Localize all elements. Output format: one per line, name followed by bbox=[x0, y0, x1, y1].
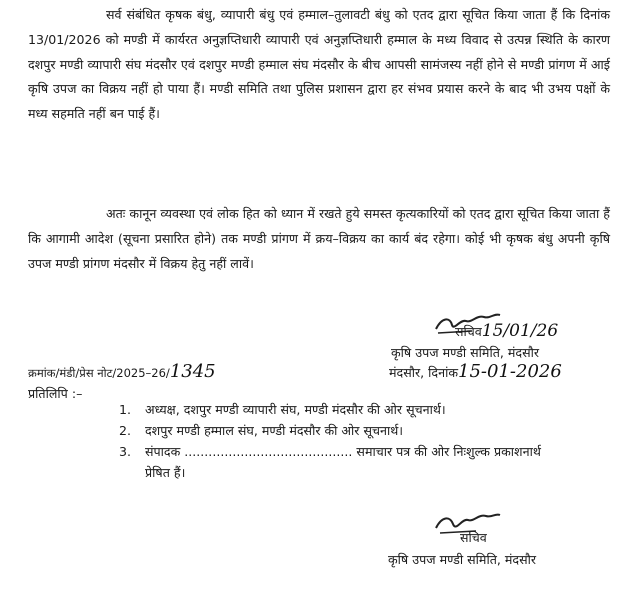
copy-to-label: प्रतिलिपि :– bbox=[28, 386, 83, 401]
signature-1-office: कृषि उपज मण्डी समिति, मंदसौर bbox=[391, 345, 540, 360]
place-date-label: मंदसौर, दिनांक bbox=[389, 365, 459, 380]
paragraph-2-text: अतः कानून व्यवस्था एवं लोक हित को ध्यान में रखते हुये समस्त कृत्यकारियों को एतद द्वारा सूचित किया जाता हैं कि आगामी आदेश (सूचना प्रसारित होने) तक मण्डी प्रांगण में क्रय–विक्रय का कार्य बंद रहेगा। कोई भी कृषक बंधु अपनी कृषि उपज मण्डी प्रांगण मंदसौर में विक्रय हेतु नहीं लावें। bbox=[28, 206, 610, 271]
list-item-number: 2. bbox=[119, 423, 132, 438]
signature-2-office: कृषि उपज मण्डी समिति, मंदसौर bbox=[388, 552, 537, 567]
copy-to-list bbox=[119, 399, 559, 483]
list-item-number: 3. bbox=[119, 444, 132, 459]
list-item bbox=[119, 399, 559, 420]
reference-number bbox=[28, 361, 216, 382]
list-item-text: अध्यक्ष, दशपुर मण्डी व्यापारी संघ, मण्डी मंदसौर की ओर सूचनार्थ। bbox=[145, 402, 446, 417]
handwritten-issue-date: 15-01-2026 bbox=[458, 361, 562, 382]
list-item-text: संपादक .......................................... समाचार पत्र की ओर निःशुल्क प्रकाशनार्थ प्रेषित हैं। bbox=[145, 444, 541, 480]
list-item-text: दशपुर मण्डी हम्माल संघ, मण्डी मंदसौर की ओर सूचनार्थ। bbox=[145, 423, 404, 438]
list-item bbox=[119, 441, 559, 483]
body-paragraph-1 bbox=[28, 3, 610, 127]
body-paragraph-2 bbox=[28, 202, 610, 276]
list-item bbox=[119, 420, 559, 441]
handwritten-reference-no: 1345 bbox=[169, 361, 216, 382]
signature-2-designation: सचिव bbox=[460, 530, 487, 545]
signature-1-handwritten-date: 15/01/26 bbox=[481, 321, 559, 341]
signature-1-line bbox=[455, 321, 558, 342]
list-item-number: 1. bbox=[119, 402, 132, 417]
paragraph-1-text: सर्व संबंधित कृषक बंधु, व्यापारी बंधु एवं हम्माल–तुलावटी बंधु को एतद द्वारा सूचित किया जाता हैं कि दिनांक 13/01/2026 को मण्डी में कार्यरत अनुज्ञप्तिधारी व्यापारी एवं अनुज्ञप्तिधारी हम्माल के मध्य विवाद से उत्पन्न स्थिति के कारण दशपुर मण्डी व्यापारी संघ मंदसौर एवं दशपुर मण्डी हम्माल संघ मंदसौर के बीच आपसी सामंजस्य नहीं होने से मण्डी प्रांगण में आई कृषि उपज का विक्रय नहीं हो पाया हैं। मण्डी समिति तथा पुलिस प्रशासन द्वारा हर संभव प्रयास करने के बाद भी उभय पक्षों के मध्य सहमति नहीं बन पाई हैं। bbox=[28, 7, 610, 122]
reference-prefix: क्रमांक/मंडी/प्रेस नोट/2025–26/ bbox=[28, 366, 170, 380]
signature-1-designation: सचिव bbox=[455, 324, 482, 339]
signature-1-place-date bbox=[389, 362, 562, 383]
